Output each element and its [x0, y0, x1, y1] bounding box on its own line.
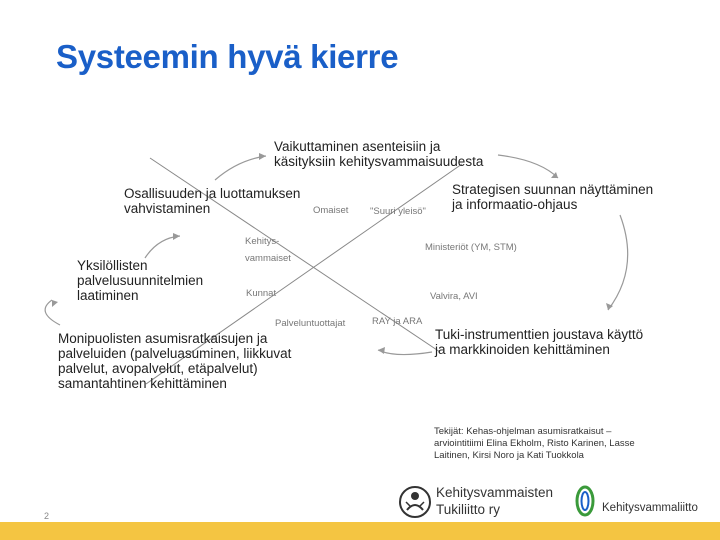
node-housing-services [58, 331, 291, 391]
node-strategy [452, 182, 653, 212]
tukiliitto-name [436, 484, 553, 518]
arrowhead-4 [52, 300, 58, 307]
arrowhead-3 [378, 347, 385, 354]
node-plans-line2: palvelusuunnitelmien [77, 273, 204, 288]
arrowhead-6 [259, 153, 266, 160]
node-plans-line3: laatiminen [77, 288, 139, 303]
node-strategy-line2: ja informaatio-ohjaus [452, 197, 578, 212]
node-participation-line1: Osallisuuden ja luottamuksen [124, 186, 301, 201]
node-housing-line4: samantahtinen kehittäminen [58, 376, 227, 391]
actor-kehitysvammaiset-line1: Kehitys- [245, 236, 280, 247]
node-support-instruments [435, 327, 643, 357]
arrow-left-top-to-top [215, 156, 266, 180]
node-strategy-line1: Strategisen suunnan näyttäminen [452, 182, 654, 197]
node-plans-line1: Yksilöllisten [77, 258, 148, 273]
arrow-left-to-left-top [145, 236, 180, 258]
arrow-right-to-right-bottom [608, 215, 628, 310]
arrow-top-to-right [498, 155, 558, 178]
footer-bar [0, 522, 720, 540]
tukiliitto-name-line2: Tukiliitto ry [436, 502, 501, 517]
node-attitudes-line1: Vaikuttaminen asenteisiin ja [274, 139, 441, 154]
node-individual-plans [77, 258, 203, 303]
node-participation-line2: vahvistaminen [124, 201, 211, 216]
credits-text: Tekijät: Kehas-ohjelman asumisratkaisut – arviointitiimi Elina Ekholm, Risto Karinen, Lasse Laitinen, Kirsi Noro ja Kati Tuokkola [434, 426, 635, 461]
actor-omaiset: Omaiset [313, 205, 349, 216]
node-support-line2: ja markkinoiden kehittäminen [435, 342, 610, 357]
node-support-line1: Tuki-instrumenttien joustava käyttö [435, 327, 644, 342]
actor-valvira: Valvira, AVI [430, 291, 478, 302]
slide-title: Systeemin hyvä kierre [56, 38, 399, 75]
node-attitudes [274, 139, 483, 169]
kehitysvammaliitto-logo [572, 484, 712, 522]
arrow-right-bottom-to-bottom [378, 350, 432, 355]
actor-suuri-yleiso: "Suuri yleisö" [370, 206, 426, 217]
actor-ministeriot: Ministeriöt (YM, STM) [425, 242, 517, 253]
kehitysvammaliitto-emblem-icon [572, 484, 598, 520]
node-housing-line1: Monipuolisten asumisratkaisujen ja [58, 331, 268, 346]
tukiliitto-name-line1: Kehitysvammaisten [436, 485, 554, 500]
kehitysvammaliitto-name: Kehitysvammaliitto [602, 502, 698, 514]
actor-palveluntuottajat: Palveluntuottajat [275, 318, 346, 329]
actor-ray-ara: RAY ja ARA [372, 316, 423, 327]
tukiliitto-emblem-icon [398, 484, 432, 520]
node-attitudes-line2: käsityksiin kehitysvammaisuudesta [274, 154, 484, 169]
node-housing-line3: palvelut, avopalvelut, etäpalvelut) [58, 361, 258, 376]
page-number: 2 [44, 511, 50, 521]
node-participation [124, 186, 300, 216]
actor-kunnat: Kunnat [246, 288, 277, 299]
actor-kehitysvammaiset [245, 236, 291, 264]
arrowhead-5 [173, 233, 180, 240]
node-housing-line2: palveluiden (palveluasuminen, liikkuvat [58, 346, 292, 361]
tukiliitto-logo [398, 484, 568, 522]
actor-kehitysvammaiset-line2: vammaiset [245, 253, 291, 264]
